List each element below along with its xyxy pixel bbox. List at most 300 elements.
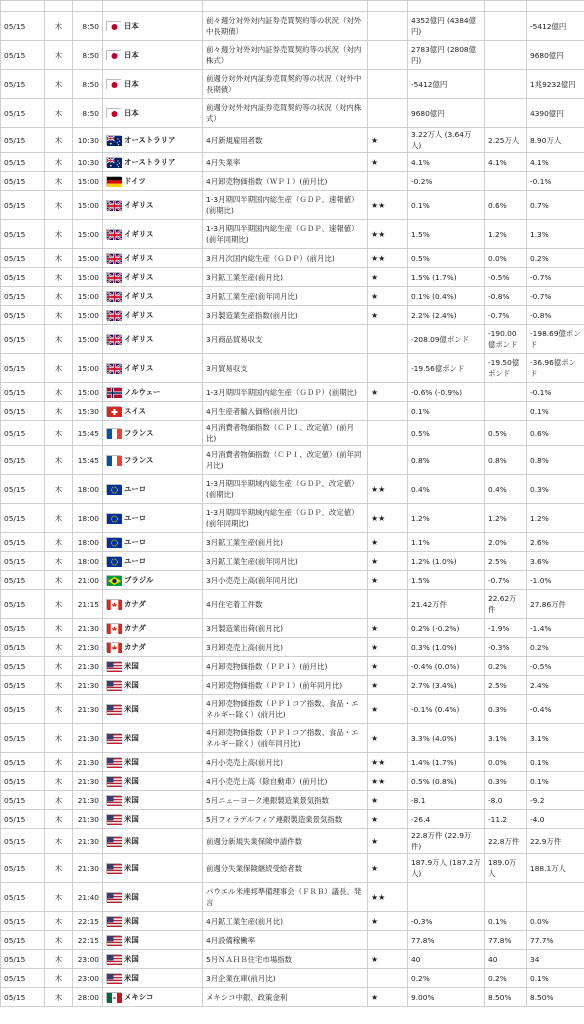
- de-flag-icon: [106, 176, 121, 186]
- ca-flag-icon: [106, 623, 121, 633]
- indicator-cell: 1-3月期四半期国内総生産（ＧＤＰ、速報値）(前年同期比): [203, 220, 368, 249]
- country-name: スイス: [124, 406, 146, 416]
- weekday-cell: 木: [45, 12, 73, 41]
- result-cell: 0.4%: [408, 475, 485, 504]
- weekday-cell: 木: [45, 504, 73, 533]
- country-name: 米国: [124, 935, 139, 945]
- result-cell: 1.5% (1.7%): [408, 268, 485, 287]
- table-row: [1, 724, 584, 753]
- indicator-cell: 3月製造業出荷(前月比): [203, 619, 368, 638]
- table-row: [1, 306, 584, 325]
- table-row: [1, 988, 584, 1007]
- us-flag-icon: [106, 935, 121, 945]
- indicator-cell: 5月ＮＡＨＢ住宅市場指数: [203, 950, 368, 969]
- result-cell: 1.4% (1.7%): [408, 753, 485, 772]
- calendar-rows: [1, 1, 584, 1007]
- weekday-cell: 木: [45, 249, 73, 268]
- result-cell: 0.5% (0.8%): [408, 772, 485, 791]
- indicator-cell: 前週分対外対内証券売買契約等の状況（対内株式）: [203, 99, 368, 128]
- forecast-cell: 3.1%: [485, 724, 527, 753]
- table-row: [1, 383, 584, 402]
- previous-cell: -1.0%: [527, 571, 584, 590]
- indicator-cell: 3月鉱工業生産(前年同月比): [203, 287, 368, 306]
- country-cell: [103, 619, 203, 638]
- country-cell: [103, 128, 203, 153]
- country-cell: [103, 590, 203, 619]
- result-cell: 1.5%: [408, 571, 485, 590]
- result-cell: 0.5%: [408, 421, 485, 446]
- previous-cell: [527, 883, 584, 912]
- country-cell: [103, 306, 203, 325]
- previous-cell: 2.6%: [527, 533, 584, 552]
- table-row: [1, 70, 584, 99]
- date-cell: 05/15: [1, 772, 45, 791]
- importance-cell: ★★: [368, 220, 408, 249]
- us-flag-icon: [106, 795, 121, 805]
- forecast-cell: -1.9%: [485, 619, 527, 638]
- previous-cell: -0.1%: [527, 383, 584, 402]
- weekday-cell: 木: [45, 969, 73, 988]
- us-flag-icon: [106, 733, 121, 743]
- previous-cell: 1.3%: [527, 220, 584, 249]
- forecast-cell: [485, 12, 527, 41]
- importance-cell: [368, 12, 408, 41]
- country-name: オーストラリア: [124, 157, 176, 167]
- date-cell: 05/15: [1, 657, 45, 676]
- time-cell: 21:00: [73, 571, 103, 590]
- time-cell: 8:50: [73, 12, 103, 41]
- table-row: [1, 128, 584, 153]
- country-cell: [103, 724, 203, 753]
- indicator-cell: 4月小売売上高（除自動車）(前月比): [203, 772, 368, 791]
- country-name: ブラジル: [124, 575, 154, 585]
- forecast-cell: 2.25万人: [485, 128, 527, 153]
- country-cell: [103, 70, 203, 99]
- uk-flag-icon: [106, 363, 121, 373]
- weekday-cell: 木: [45, 753, 73, 772]
- indicator-cell: パウエル米連邦準備理事会（ＦＲＢ）議長、発言: [203, 883, 368, 912]
- importance-cell: ★: [368, 791, 408, 810]
- importance-cell: [368, 446, 408, 475]
- date-cell: 05/15: [1, 753, 45, 772]
- time-cell: 18:00: [73, 475, 103, 504]
- country-name: 米国: [124, 892, 139, 902]
- indicator-cell: 4月設備稼働率: [203, 931, 368, 950]
- previous-cell: -198.69億ポンド: [527, 325, 584, 354]
- country-cell: [103, 446, 203, 475]
- time-cell: 21:30: [73, 829, 103, 854]
- date-cell: 05/15: [1, 912, 45, 931]
- country-cell: [103, 475, 203, 504]
- table-row: [1, 829, 584, 854]
- date-cell: 05/15: [1, 619, 45, 638]
- weekday-cell: 木: [45, 268, 73, 287]
- result-cell: 77.8%: [408, 931, 485, 950]
- importance-cell: ★: [368, 988, 408, 1007]
- table-row: [1, 571, 584, 590]
- indicator-cell: メキシコ中銀、政策金利: [203, 988, 368, 1007]
- forecast-cell: 2.5%: [485, 676, 527, 695]
- indicator-cell: 1-3月期四半期域内総生産（ＧＤＰ、改定値）(前年同期比): [203, 504, 368, 533]
- date-cell: 05/15: [1, 354, 45, 383]
- importance-cell: ★: [368, 829, 408, 854]
- country-cell: [103, 753, 203, 772]
- country-cell: [103, 41, 203, 70]
- indicator-cell: 1-3月期四半期国内総生産（ＧＤＰ、速報値）(前期比): [203, 191, 368, 220]
- time-cell: 21:30: [73, 854, 103, 883]
- date-cell: 05/15: [1, 70, 45, 99]
- table-row: [1, 676, 584, 695]
- result-cell: 3.22万人 (3.64万人): [408, 128, 485, 153]
- result-cell: -0.6% (-0.9%): [408, 383, 485, 402]
- time-cell: 21:30: [73, 638, 103, 657]
- time-cell: 18:00: [73, 533, 103, 552]
- uk-flag-icon: [106, 334, 121, 344]
- weekday-cell: 木: [45, 695, 73, 724]
- forecast-cell: 1.2%: [485, 504, 527, 533]
- weekday-cell: 木: [45, 724, 73, 753]
- table-row: [1, 854, 584, 883]
- previous-cell: -5412億円: [527, 12, 584, 41]
- result-cell: 0.2%: [408, 969, 485, 988]
- country-name: 米国: [124, 661, 139, 671]
- result-cell: -8.1: [408, 791, 485, 810]
- weekday-cell: 木: [45, 810, 73, 829]
- previous-cell: 4390億円: [527, 99, 584, 128]
- weekday-cell: 木: [45, 988, 73, 1007]
- uk-flag-icon: [106, 272, 121, 282]
- weekday-cell: 木: [45, 619, 73, 638]
- date-cell: 05/15: [1, 504, 45, 533]
- date-cell: 05/15: [1, 41, 45, 70]
- time-cell: 15:30: [73, 402, 103, 421]
- date-cell: 05/15: [1, 950, 45, 969]
- previous-cell: 4.1%: [527, 153, 584, 172]
- time-cell: 15:00: [73, 220, 103, 249]
- weekday-cell: 木: [45, 883, 73, 912]
- result-cell: -0.3%: [408, 912, 485, 931]
- date-cell: 05/15: [1, 475, 45, 504]
- country-name: ユーロ: [124, 484, 147, 494]
- country-cell: [103, 657, 203, 676]
- time-cell: 21:30: [73, 753, 103, 772]
- country-cell: [103, 571, 203, 590]
- time-cell: 15:00: [73, 268, 103, 287]
- indicator-cell: 3月小売売上高(前年同月比): [203, 571, 368, 590]
- indicator-cell: 前週分新規失業保険申請件数: [203, 829, 368, 854]
- country-name: カナダ: [124, 599, 146, 609]
- table-row: [1, 421, 584, 446]
- country-cell: [103, 552, 203, 571]
- country-cell: [103, 354, 203, 383]
- date-cell: 05/15: [1, 883, 45, 912]
- br-flag-icon: [106, 575, 121, 585]
- time-cell: 8:50: [73, 41, 103, 70]
- eu-flag-icon: [106, 556, 121, 566]
- importance-cell: ★★: [368, 883, 408, 912]
- result-cell: 21.42万件: [408, 590, 485, 619]
- au-flag-icon: [106, 135, 121, 145]
- previous-cell: 2.4%: [527, 676, 584, 695]
- date-cell: 05/15: [1, 287, 45, 306]
- time-cell: 15:00: [73, 249, 103, 268]
- date-cell: 05/15: [1, 220, 45, 249]
- us-flag-icon: [106, 836, 121, 846]
- weekday-cell: 木: [45, 220, 73, 249]
- table-row: [1, 810, 584, 829]
- weekday-cell: 木: [45, 354, 73, 383]
- time-cell: 21:30: [73, 676, 103, 695]
- importance-cell: ★: [368, 268, 408, 287]
- result-cell: 0.2% (-0.2%): [408, 619, 485, 638]
- previous-cell: 0.1%: [527, 402, 584, 421]
- country-name: イギリス: [124, 363, 154, 373]
- date-cell: 05/15: [1, 854, 45, 883]
- forecast-cell: -190.00億ポンド: [485, 325, 527, 354]
- time-cell: 22:15: [73, 931, 103, 950]
- table-row: [1, 172, 584, 191]
- forecast-cell: 8.50%: [485, 988, 527, 1007]
- forecast-cell: 0.3%: [485, 695, 527, 724]
- country-cell: [103, 969, 203, 988]
- time-cell: 21:30: [73, 619, 103, 638]
- result-cell: 0.1%: [408, 402, 485, 421]
- result-cell: -0.4% (0.0%): [408, 657, 485, 676]
- previous-cell: 3.6%: [527, 552, 584, 571]
- table-row: [1, 590, 584, 619]
- weekday-cell: 木: [45, 153, 73, 172]
- country-cell: [103, 988, 203, 1007]
- country-name: 米国: [124, 814, 139, 824]
- uk-flag-icon: [106, 291, 121, 301]
- table-row: [1, 772, 584, 791]
- country-cell: [103, 220, 203, 249]
- time-cell: 15:00: [73, 383, 103, 402]
- forecast-cell: [485, 402, 527, 421]
- weekday-cell: 木: [45, 128, 73, 153]
- previous-cell: 27.86万件: [527, 590, 584, 619]
- forecast-cell: 1.2%: [485, 220, 527, 249]
- importance-cell: ★★: [368, 772, 408, 791]
- importance-cell: [368, 172, 408, 191]
- result-cell: 1.2% (1.0%): [408, 552, 485, 571]
- jp-flag-icon: [106, 21, 121, 31]
- indicator-cell: 4月新規雇用者数: [203, 128, 368, 153]
- importance-cell: [368, 70, 408, 99]
- indicator-cell: 4月生産者輸入価格(前月比): [203, 402, 368, 421]
- previous-cell: -0.7%: [527, 287, 584, 306]
- table-row: [1, 969, 584, 988]
- country-cell: [103, 249, 203, 268]
- weekday-cell: 木: [45, 676, 73, 695]
- date-cell: 05/15: [1, 791, 45, 810]
- result-cell: 2.7% (3.4%): [408, 676, 485, 695]
- country-cell: [103, 931, 203, 950]
- table-row: [1, 41, 584, 70]
- previous-cell: 0.7%: [527, 191, 584, 220]
- table-row: [1, 657, 584, 676]
- indicator-cell: 3月商品貿易収支: [203, 325, 368, 354]
- weekday-cell: 木: [45, 571, 73, 590]
- result-cell: 22.8万件 (22.9万件): [408, 829, 485, 854]
- date-cell: 05/15: [1, 676, 45, 695]
- country-cell: [103, 695, 203, 724]
- weekday-cell: 木: [45, 931, 73, 950]
- date-cell: 05/15: [1, 383, 45, 402]
- indicator-cell: 4月消費者物価指数（ＣＰＩ、改定値）(前月比): [203, 421, 368, 446]
- previous-cell: 8.50%: [527, 988, 584, 1007]
- table-row: [1, 883, 584, 912]
- weekday-cell: 木: [45, 70, 73, 99]
- time-cell: 15:00: [73, 172, 103, 191]
- country-name: 米国: [124, 863, 139, 873]
- result-cell: 1.1%: [408, 533, 485, 552]
- indicator-cell: 4月卸売物価指数（ＰＰＩコア指数、食品・エネルギー除く）(前年同月比): [203, 724, 368, 753]
- previous-cell: 0.1%: [527, 753, 584, 772]
- uk-flag-icon: [106, 253, 121, 263]
- forecast-cell: 0.5%: [485, 421, 527, 446]
- result-cell: -26.4: [408, 810, 485, 829]
- date-cell: 05/15: [1, 988, 45, 1007]
- date-cell: 05/15: [1, 153, 45, 172]
- country-name: ユーロ: [124, 556, 147, 566]
- previous-cell: 3.1%: [527, 724, 584, 753]
- country-name: 日本: [124, 108, 139, 118]
- forecast-cell: [485, 883, 527, 912]
- indicator-cell: 4月卸売物価指数（ＷＰＩ）(前月比): [203, 172, 368, 191]
- importance-cell: [368, 931, 408, 950]
- table-row: [1, 619, 584, 638]
- us-flag-icon: [106, 916, 121, 926]
- time-cell: 15:00: [73, 354, 103, 383]
- table-row: [1, 287, 584, 306]
- country-name: 米国: [124, 776, 139, 786]
- table-row: [1, 552, 584, 571]
- previous-cell: 0.1%: [527, 772, 584, 791]
- us-flag-icon: [106, 973, 121, 983]
- result-cell: 0.8%: [408, 446, 485, 475]
- time-cell: 28:00: [73, 988, 103, 1007]
- country-cell: [103, 402, 203, 421]
- country-cell: [103, 172, 203, 191]
- date-cell: 05/15: [1, 128, 45, 153]
- forecast-cell: 2.0%: [485, 533, 527, 552]
- fr-flag-icon: [106, 428, 121, 438]
- date-cell: 05/15: [1, 810, 45, 829]
- uk-flag-icon: [106, 229, 121, 239]
- indicator-cell: 4月失業率: [203, 153, 368, 172]
- table-row: [1, 791, 584, 810]
- table-row: [1, 695, 584, 724]
- country-name: 日本: [124, 50, 139, 60]
- forecast-cell: -0.7%: [485, 571, 527, 590]
- forecast-cell: 4.1%: [485, 153, 527, 172]
- previous-cell: 1.2%: [527, 504, 584, 533]
- country-cell: [103, 791, 203, 810]
- country-name: フランス: [124, 455, 154, 465]
- fr-flag-icon: [106, 455, 121, 465]
- forecast-cell: -0.3%: [485, 638, 527, 657]
- time-cell: 21:30: [73, 810, 103, 829]
- time-cell: 10:30: [73, 153, 103, 172]
- previous-cell: 9680億円: [527, 41, 584, 70]
- indicator-cell: 前々週分対外対内証券売買契約等の状況（対外中長期債）: [203, 12, 368, 41]
- indicator-cell: 3月卸売売上高(前月比): [203, 638, 368, 657]
- importance-cell: ★★: [368, 191, 408, 220]
- country-cell: [103, 421, 203, 446]
- date-cell: 05/15: [1, 172, 45, 191]
- table-row: [1, 504, 584, 533]
- importance-cell: ★: [368, 676, 408, 695]
- importance-cell: ★: [368, 153, 408, 172]
- date-cell: 05/15: [1, 402, 45, 421]
- importance-cell: ★: [368, 724, 408, 753]
- country-name: フランス: [124, 428, 154, 438]
- weekday-cell: 木: [45, 421, 73, 446]
- date-cell: 05/15: [1, 191, 45, 220]
- table-row: [1, 402, 584, 421]
- date-cell: 05/15: [1, 695, 45, 724]
- us-flag-icon: [106, 892, 121, 902]
- table-row: [1, 533, 584, 552]
- weekday-cell: 木: [45, 99, 73, 128]
- result-cell: 4.1%: [408, 153, 485, 172]
- importance-cell: ★: [368, 552, 408, 571]
- time-cell: 15:45: [73, 421, 103, 446]
- date-cell: 05/15: [1, 590, 45, 619]
- table-row: [1, 446, 584, 475]
- weekday-cell: 木: [45, 912, 73, 931]
- importance-cell: ★★: [368, 753, 408, 772]
- previous-cell: 8.90万人: [527, 128, 584, 153]
- date-cell: 05/15: [1, 268, 45, 287]
- importance-cell: [368, 325, 408, 354]
- previous-cell: -0.1%: [527, 172, 584, 191]
- indicator-cell: 3月貿易収支: [203, 354, 368, 383]
- table-row: [1, 912, 584, 931]
- time-cell: 23:00: [73, 950, 103, 969]
- eu-flag-icon: [106, 484, 121, 494]
- country-cell: [103, 325, 203, 354]
- country-name: イギリス: [124, 334, 154, 344]
- table-row: [1, 191, 584, 220]
- country-name: メキシコ: [124, 992, 154, 1002]
- indicator-cell: 3月鉱工業生産(前年同月比): [203, 552, 368, 571]
- date-cell: 05/15: [1, 99, 45, 128]
- importance-cell: ★: [368, 619, 408, 638]
- forecast-cell: -0.8%: [485, 287, 527, 306]
- date-cell: 05/15: [1, 829, 45, 854]
- country-name: カナダ: [124, 642, 146, 652]
- date-cell: 05/15: [1, 325, 45, 354]
- ca-flag-icon: [106, 599, 121, 609]
- result-cell: 9.00%: [408, 988, 485, 1007]
- forecast-cell: -11.2: [485, 810, 527, 829]
- result-cell: 0.5%: [408, 249, 485, 268]
- date-cell: 05/15: [1, 552, 45, 571]
- us-flag-icon: [106, 704, 121, 714]
- weekday-cell: 木: [45, 475, 73, 504]
- table-row: [1, 354, 584, 383]
- country-cell: [103, 153, 203, 172]
- previous-cell: 0.2%: [527, 249, 584, 268]
- country-name: ユーロ: [124, 513, 147, 523]
- forecast-cell: 189.0万人: [485, 854, 527, 883]
- weekday-cell: 木: [45, 172, 73, 191]
- time-cell: 23:00: [73, 969, 103, 988]
- forecast-cell: 40: [485, 950, 527, 969]
- importance-cell: ★: [368, 638, 408, 657]
